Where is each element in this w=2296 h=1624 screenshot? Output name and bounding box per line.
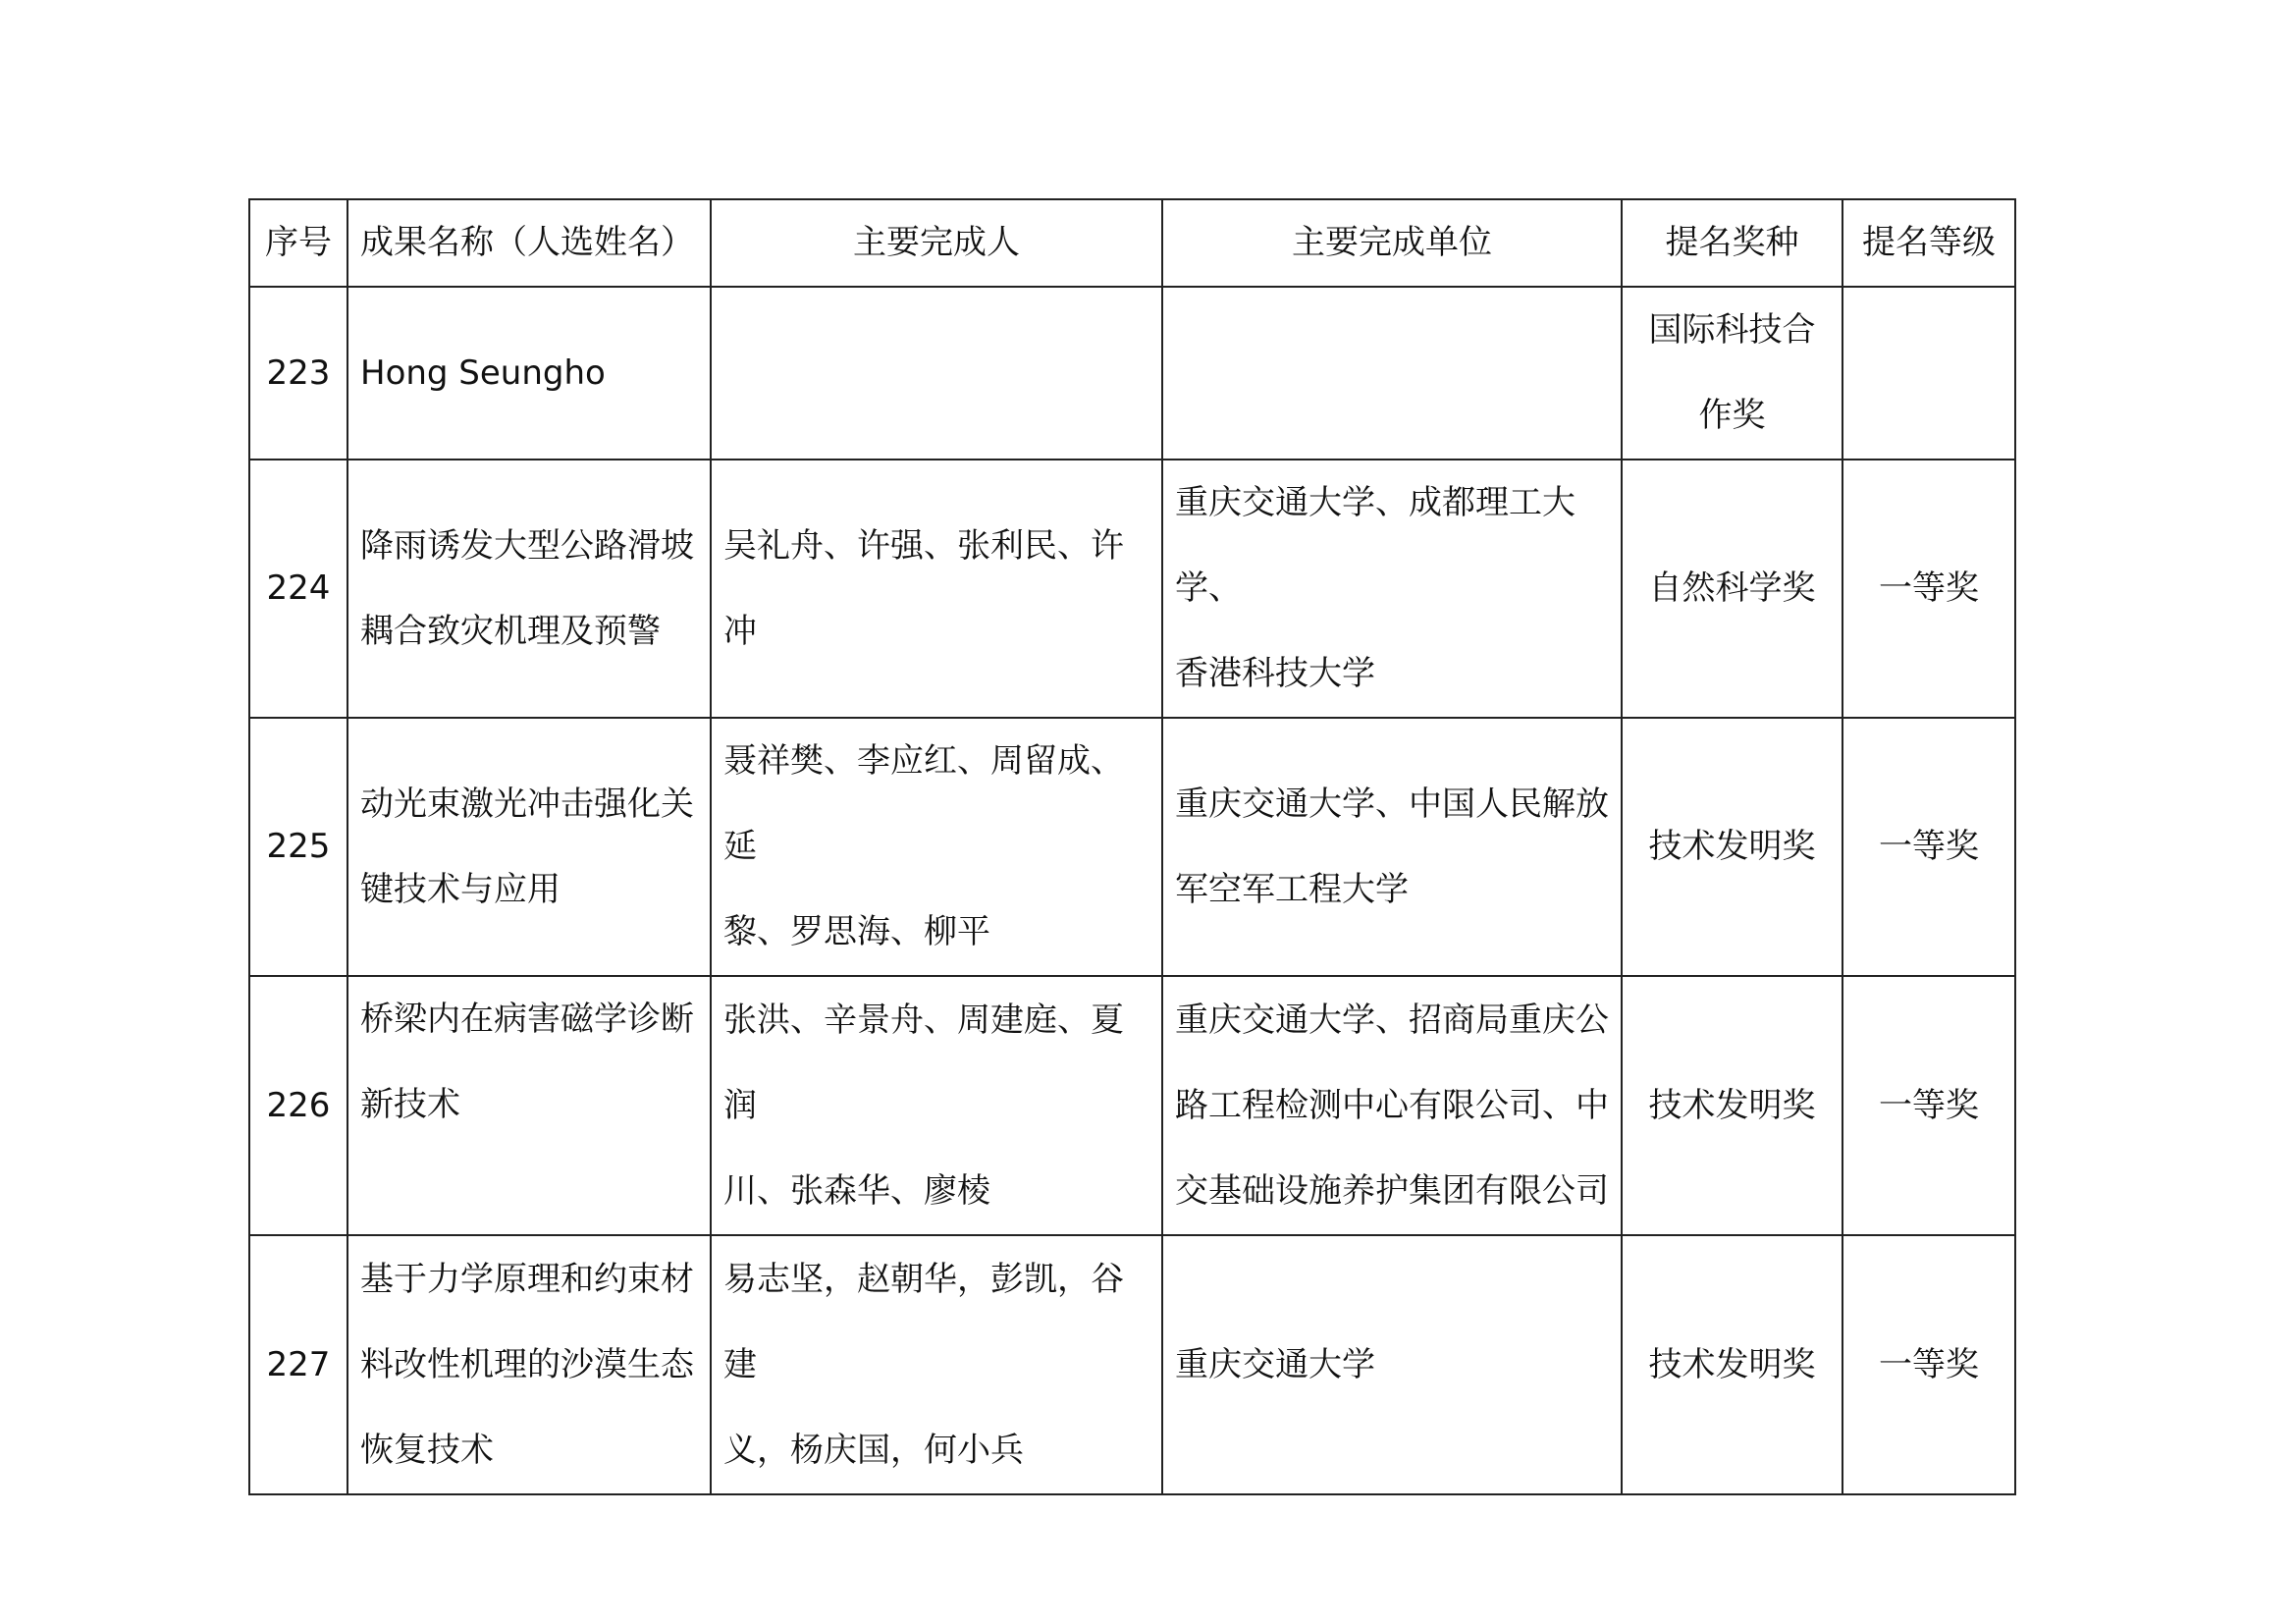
header-name: 成果名称（人选姓名） (347, 199, 711, 287)
cell-line: 作奖 (1698, 396, 1766, 435)
cell-units (1162, 976, 1622, 1235)
cell-level: 一等奖 (1842, 718, 2015, 976)
cell-award (1622, 718, 1842, 976)
cell-level (1842, 287, 2015, 460)
cell-award (1622, 460, 1842, 718)
cell-line: 恢复技术 (360, 1430, 494, 1470)
cell-award (1622, 976, 1842, 1235)
cell-line: 键技术与应用 (360, 869, 561, 909)
cell-award (1622, 1235, 1842, 1494)
cell-line: 自然科学奖 (1648, 568, 1816, 608)
cell-line: 路工程检测中心有限公司、中 (1175, 1085, 1609, 1125)
cell-no: 224 (249, 460, 347, 718)
cell-line: Hong Seungho (360, 352, 606, 393)
cell-line: 技术发明奖 (1648, 1344, 1816, 1384)
cell-line: 军空军工程大学 (1175, 869, 1409, 909)
cell-line: 桥梁内在病害磁学诊断 (360, 1000, 694, 1039)
cell-name (347, 460, 711, 718)
header-no: 序号 (249, 199, 347, 287)
cell-persons (711, 718, 1162, 976)
cell-line: 聂祥樊、李应红、周留成、延 (723, 741, 1124, 866)
cell-name (347, 1235, 711, 1494)
cell-line: 技术发明奖 (1648, 1085, 1816, 1125)
table-header-row (249, 199, 2015, 287)
table-row (249, 1235, 2015, 1494)
cell-units (1162, 718, 1622, 976)
cell-line: 耦合致灾机理及预警 (360, 611, 661, 651)
cell-line: 技术发明奖 (1648, 827, 1816, 866)
cell-units (1162, 1235, 1622, 1494)
cell-units (1162, 287, 1622, 460)
header-level: 提名等级 (1842, 199, 2015, 287)
cell-persons (711, 976, 1162, 1235)
cell-line: 交基础设施养护集团有限公司 (1175, 1170, 1609, 1211)
cell-line: 料改性机理的沙漠生态 (360, 1344, 694, 1384)
cell-line: 降雨诱发大型公路滑坡 (360, 525, 694, 566)
cell-level: 一等奖 (1842, 460, 2015, 718)
cell-line: 吴礼舟、许强、张利民、许冲 (723, 525, 1124, 651)
cell-name (347, 287, 711, 460)
cell-no: 227 (249, 1235, 347, 1494)
cell-persons (711, 1235, 1162, 1494)
table-row (249, 976, 2015, 1235)
cell-no: 226 (249, 976, 347, 1235)
table-row (249, 460, 2015, 718)
cell-persons (711, 287, 1162, 460)
cell-line: 香港科技大学 (1175, 654, 1375, 693)
table-row (249, 718, 2015, 976)
header-award: 提名奖种 (1622, 199, 1842, 287)
cell-no: 223 (249, 287, 347, 460)
awards-table (248, 198, 2016, 1495)
cell-line: 黎、罗思海、柳平 (723, 912, 990, 951)
cell-level: 一等奖 (1842, 976, 2015, 1235)
cell-name (347, 718, 711, 976)
cell-line: 国际科技合 (1648, 310, 1816, 350)
cell-line: 义，杨庆国，何小兵 (723, 1430, 1024, 1470)
table-row (249, 287, 2015, 460)
cell-line: 重庆交通大学、招商局重庆公 (1175, 1000, 1609, 1040)
cell-line: 动光束激光冲击强化关 (360, 784, 694, 824)
cell-line: 重庆交通大学 (1175, 1344, 1375, 1384)
header-persons: 主要完成人 (711, 199, 1162, 287)
cell-line: 易志坚，赵朝华，彭凯，谷建 (723, 1259, 1124, 1384)
cell-line: 张洪、辛景舟、周建庭、夏润 (723, 1000, 1124, 1125)
cell-line: 重庆交通大学、成都理工大学、 (1175, 483, 1575, 608)
cell-line: 重庆交通大学、中国人民解放 (1175, 784, 1609, 824)
cell-award (1622, 287, 1842, 460)
cell-units (1162, 460, 1622, 718)
cell-level: 一等奖 (1842, 1235, 2015, 1494)
header-units: 主要完成单位 (1162, 199, 1622, 287)
cell-name (347, 976, 711, 1235)
cell-line: 基于力学原理和约束材 (360, 1259, 694, 1299)
cell-line: 川、张森华、廖棱 (723, 1170, 990, 1211)
cell-persons (711, 460, 1162, 718)
cell-line: 新技术 (360, 1085, 460, 1124)
cell-no: 225 (249, 718, 347, 976)
